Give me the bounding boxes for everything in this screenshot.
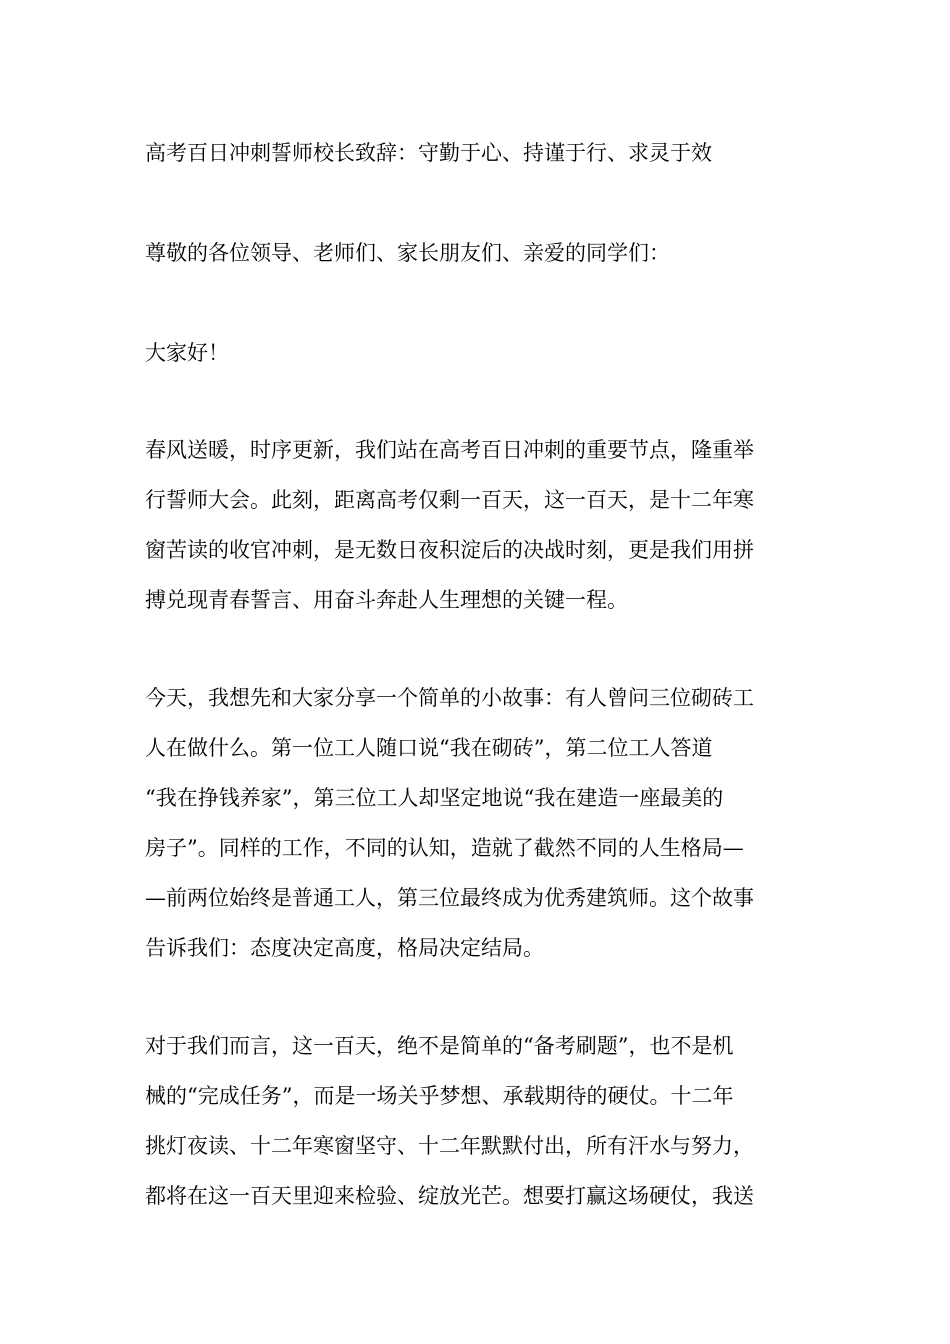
paragraph-line: 行誓师大会。此刻，距离高考仅剩一百天，这一百天，是十二年寒 <box>145 488 754 512</box>
paragraph-line: 械的“完成任务”，而是一场关乎梦想、承载期待的硬仗。十二年 <box>145 1084 734 1108</box>
paragraph-line: 挑灯夜读、十二年寒窗坚守、十二年默默付出，所有汗水与努力， <box>145 1134 754 1158</box>
paragraph-line: 人在做什么。第一位工人随口说“我在砌砖”，第二位工人答道 <box>145 736 713 760</box>
document-title: 高考百日冲刺誓师校长致辞：守勤于心、持谨于行、求灵于效 <box>145 141 712 165</box>
greeting: 大家好！ <box>145 341 229 365</box>
paragraph-line: 春风送暖，时序更新，我们站在高考百日冲刺的重要节点，隆重举 <box>145 438 754 462</box>
paragraph-line: —前两位始终是普通工人，第三位最终成为优秀建筑师。这个故事 <box>145 886 754 910</box>
paragraph-line: 都将在这一百天里迎来检验、绽放光芒。想要打赢这场硬仗，我送 <box>145 1184 754 1208</box>
paragraph-line: 告诉我们：态度决定高度，格局决定结局。 <box>145 936 544 960</box>
paragraph-line: 今天，我想先和大家分享一个简单的小故事：有人曾问三位砌砖工 <box>145 686 754 710</box>
paragraph-line: 窗苦读的收官冲刺，是无数日夜积淀后的决战时刻，更是我们用拼 <box>145 538 754 562</box>
paragraph-line: 房子”。同样的工作，不同的认知，造就了截然不同的人生格局— <box>145 836 744 860</box>
paragraph-line: “我在挣钱养家”，第三位工人却坚定地说“我在建造一座最美的 <box>145 786 724 810</box>
salutation: 尊敬的各位领导、老师们、家长朋友们、亲爱的同学们： <box>145 241 670 265</box>
paragraph-line: 搏兑现青春誓言、用奋斗奔赴人生理想的关键一程。 <box>145 588 628 612</box>
paragraph-line: 对于我们而言，这一百天，绝不是简单的“备考刷题”，也不是机 <box>145 1034 734 1058</box>
